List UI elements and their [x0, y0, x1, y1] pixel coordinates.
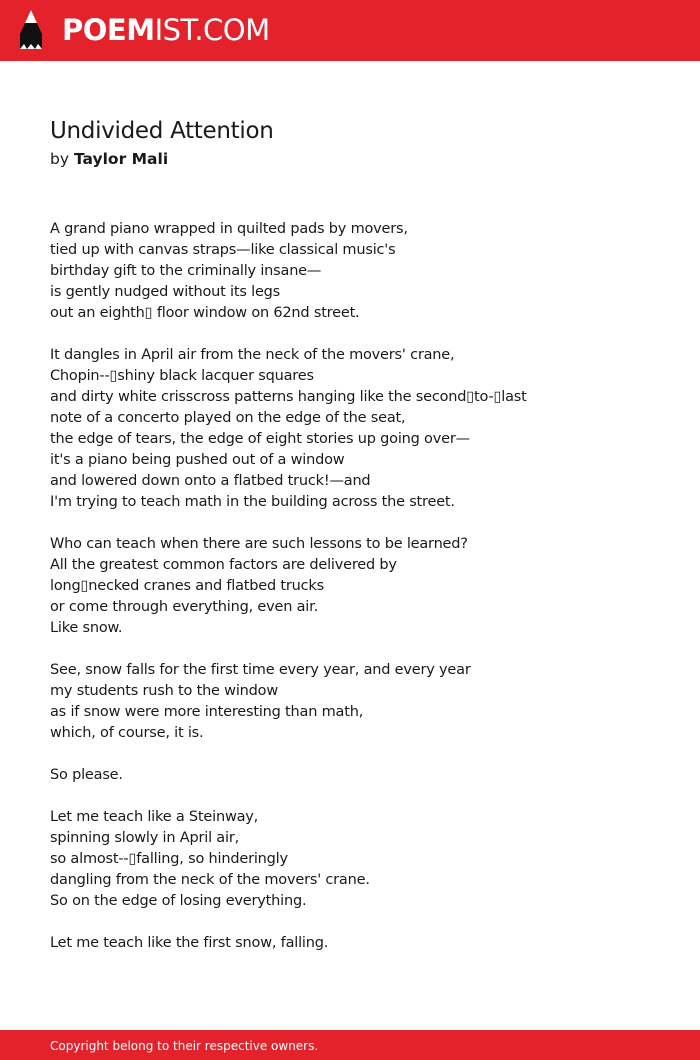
poem-stanza	[50, 534, 670, 639]
poem-line: Like snow.	[50, 620, 123, 636]
poem-line: it's a piano being pushed out of a window	[50, 452, 345, 468]
poem-line: note of a concerto played on the edge of the seat,	[50, 410, 406, 426]
poem-line: my students rush to the window	[50, 683, 278, 699]
poem-line: All the greatest common factors are delivered by	[50, 557, 397, 573]
poem-byline	[50, 149, 168, 169]
poem-line: or come through everything, even air.	[50, 599, 318, 615]
poem-line: birthday gift to the criminally insane—	[50, 263, 322, 279]
poem-line: Chopin--▯shiny black lacquer squares	[50, 368, 314, 384]
site-logo[interactable]	[62, 13, 270, 47]
poem-line: Let me teach like a Steinway,	[50, 809, 259, 825]
poem-line: Who can teach when there are such lessons to be learned?	[50, 536, 468, 552]
by-label: by	[50, 150, 70, 168]
logo-text-light: IST.COM	[154, 13, 270, 47]
poem-line: It dangles in April air from the neck of the movers' crane,	[50, 347, 455, 363]
poem-line: out an eighth▯ floor window on 62nd street.	[50, 305, 360, 321]
poem-author: Taylor Mali	[73, 150, 169, 168]
poem-stanza	[50, 765, 670, 786]
poem-line: So please.	[50, 767, 123, 783]
poem-line: the edge of tears, the edge of eight stories up going over—	[50, 431, 470, 447]
poem-stanza	[50, 660, 670, 744]
poem-line: Let me teach like the first snow, falling.	[50, 935, 329, 951]
poem-stanza	[50, 219, 670, 324]
poem-body	[50, 219, 670, 975]
poem-line: A grand piano wrapped in quilted pads by movers,	[50, 221, 408, 237]
poem-line: long▯necked cranes and flatbed trucks	[50, 578, 324, 594]
poem-line: so almost--▯falling, so hinderingly	[50, 851, 288, 867]
poem-line: is gently nudged without its legs	[50, 284, 281, 300]
site-footer	[0, 1030, 700, 1060]
poem-stanza	[50, 807, 670, 912]
poem-line: So on the edge of losing everything.	[50, 893, 307, 909]
poem-line: See, snow falls for the first time every year, and every year	[50, 662, 471, 678]
poem-line: I'm trying to teach math in the building across the street.	[50, 494, 455, 510]
poem-title: Undivided Attention	[50, 118, 274, 144]
poem-line: dangling from the neck of the movers' crane.	[50, 872, 370, 888]
poem-line: which, of course, it is.	[50, 725, 204, 741]
poem-line: and lowered down onto a flatbed truck!—and	[50, 473, 371, 489]
logo-text-strong: POEM	[62, 13, 155, 47]
poem-line: as if snow were more interesting than math,	[50, 704, 364, 720]
poem-stanza	[50, 933, 670, 954]
poem-line: and dirty white crisscross patterns hanging like the second▯to-▯last	[50, 389, 527, 405]
copyright-text: Copyright belong to their respective owners.	[50, 1039, 319, 1053]
poem-line: spinning slowly in April air,	[50, 830, 239, 846]
poem-stanza	[50, 345, 670, 513]
poem-line: tied up with canvas straps—like classical music's	[50, 242, 396, 258]
site-header	[0, 0, 700, 61]
pen-nib-icon[interactable]	[18, 9, 44, 51]
